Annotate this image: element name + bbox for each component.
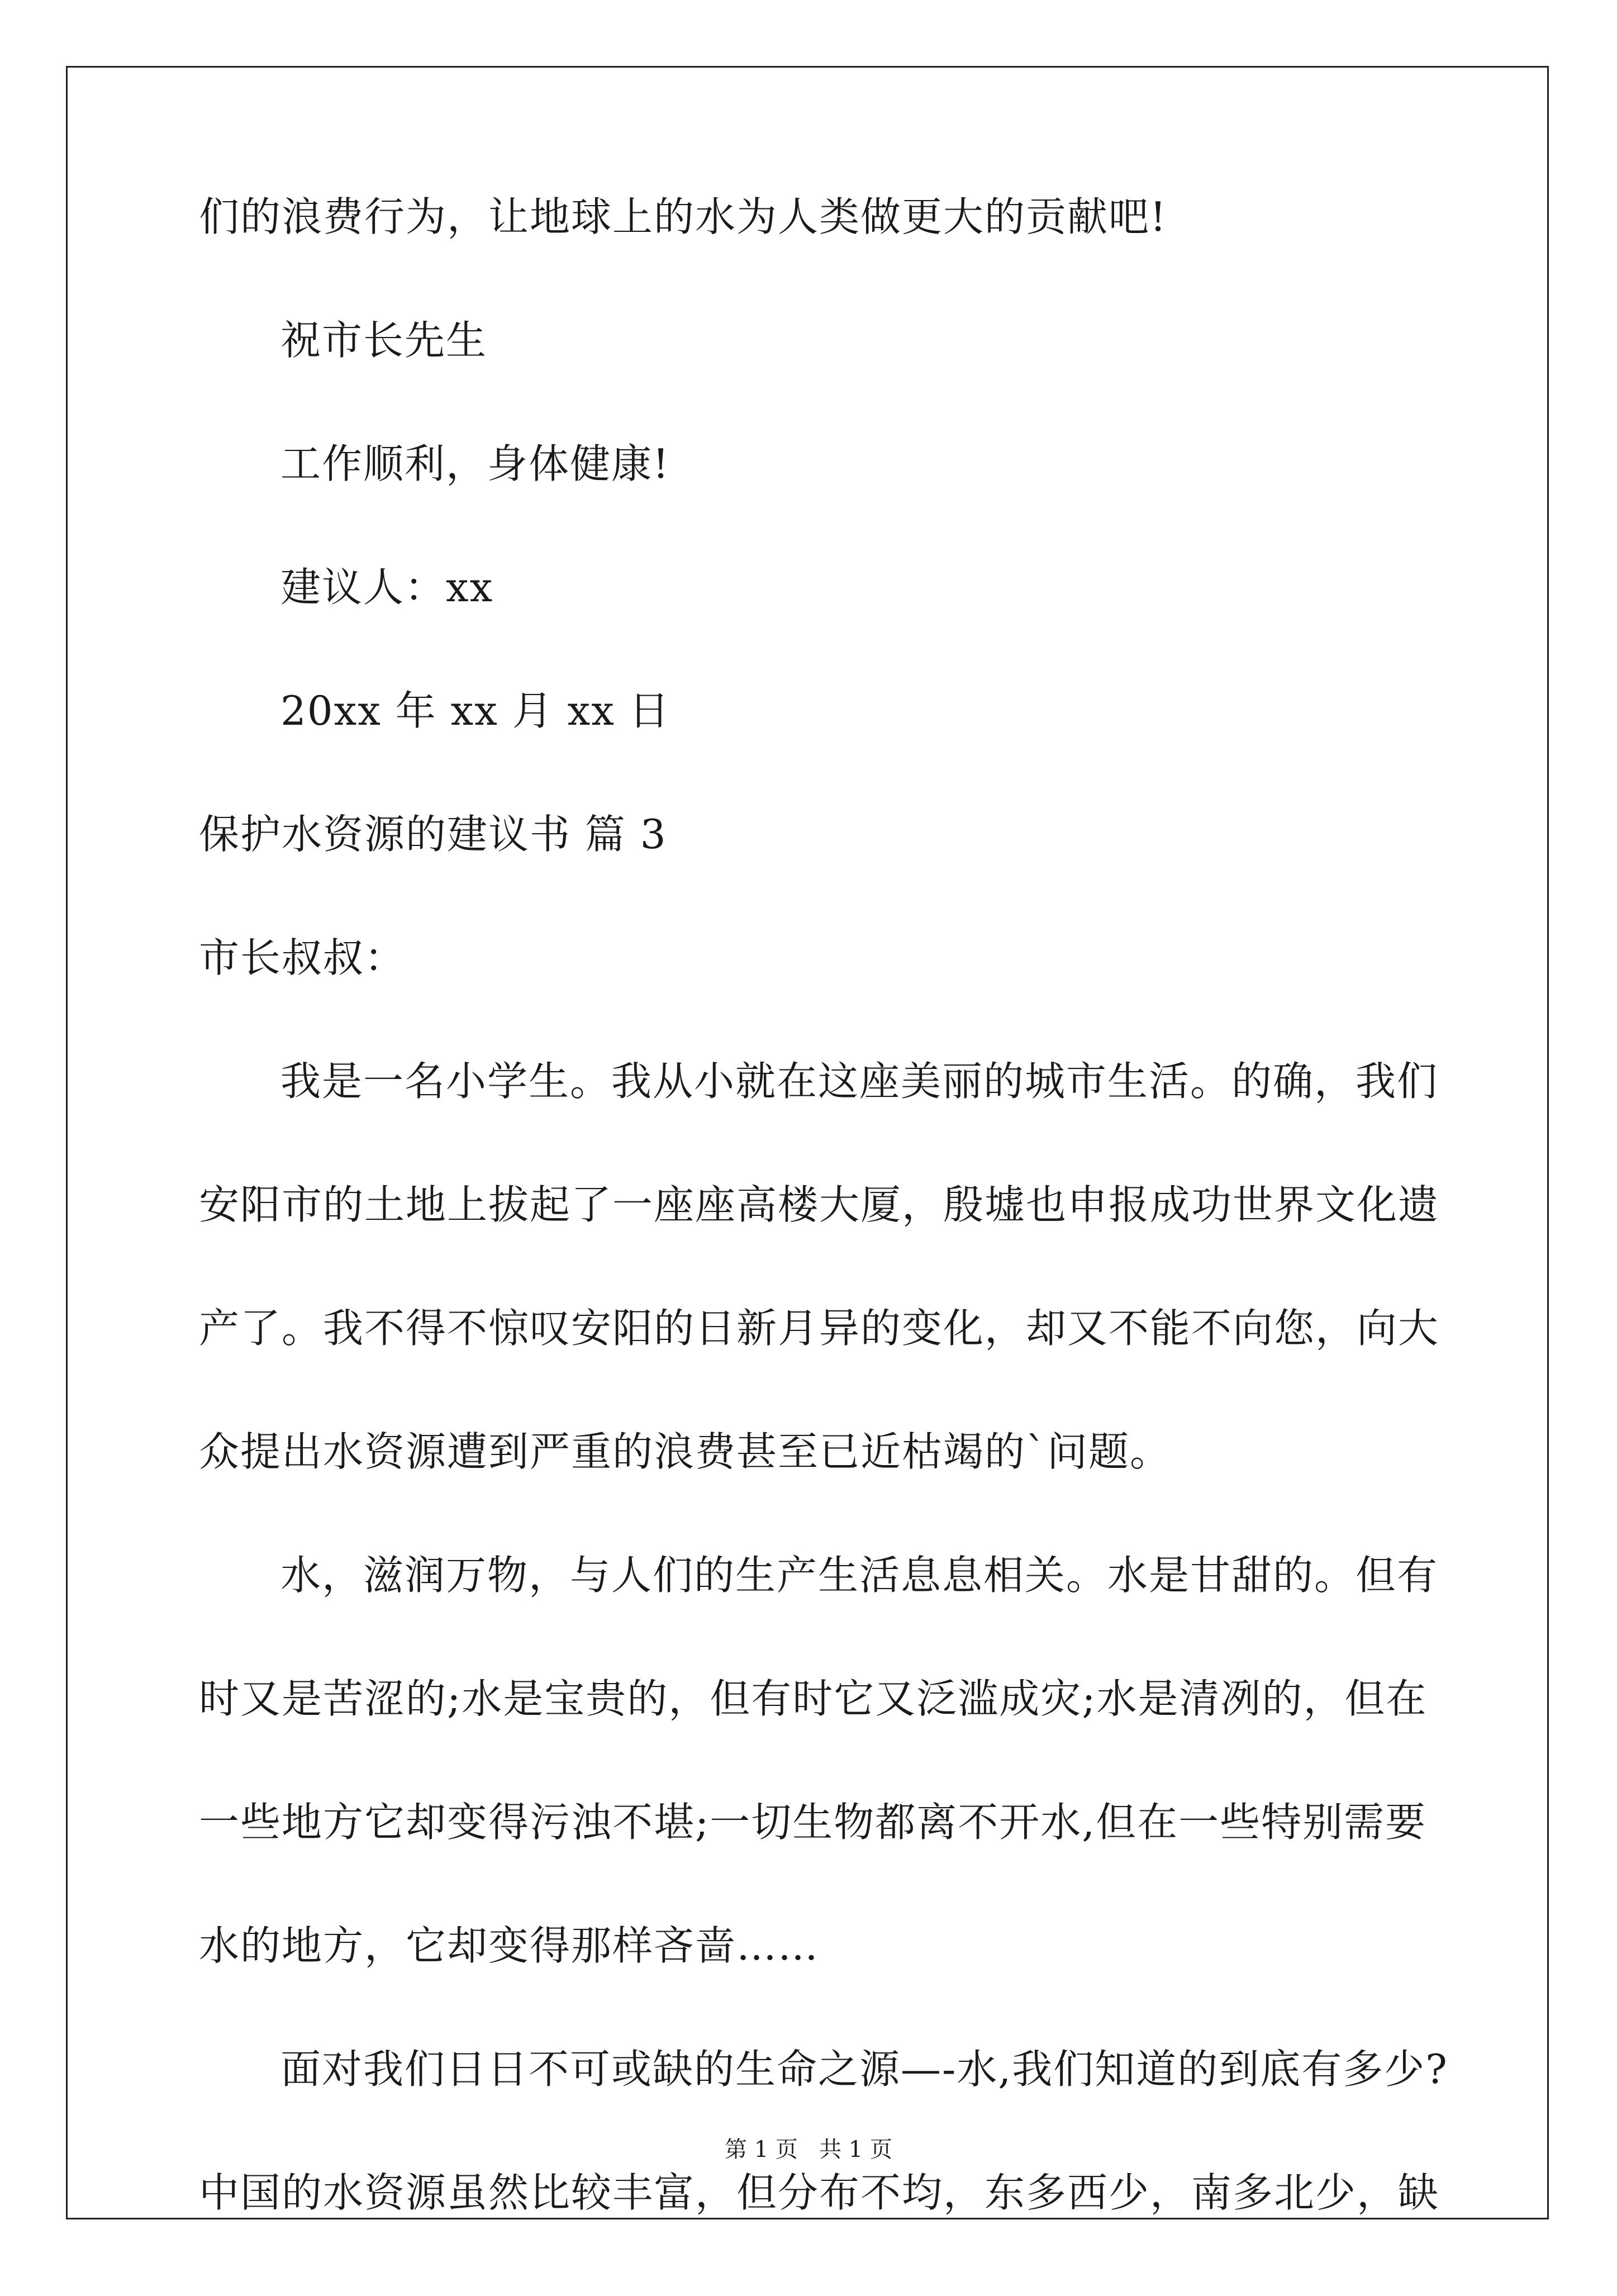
text-line: 安阳市的土地上拔起了一座座高楼大厦，殷墟也申报成功世界文化遗 <box>199 1181 1440 1228</box>
section-heading: 保护水资源的建议书 篇 3 <box>199 811 667 858</box>
page-footer <box>0 2136 1617 2163</box>
text-line: 中国的水资源虽然比较丰富，但分布不均，东多西少，南多北少，缺 <box>199 2169 1440 2216</box>
text-line: 们的浪费行为，让地球上的水为人类做更大的贡献吧! <box>199 193 1167 240</box>
text-line: 水的地方，它却变得那样吝啬…… <box>199 1922 820 1969</box>
text-line: 时又是苦涩的;水是宝贵的，但有时它又泛滥成灾;水是清冽的，但在 <box>199 1675 1428 1722</box>
text-line: 一些地方它却变得污浊不堪;一切生物都离不开水,但在一些特别需要 <box>199 1799 1427 1846</box>
text-line: 众提出水资源遭到严重的浪费甚至已近枯竭的`问题。 <box>199 1428 1172 1475</box>
date-line: 20xx 年 xx 月 xx 日 <box>280 687 670 734</box>
closing-wish: 工作顺利，身体健康! <box>280 440 670 487</box>
page-number-label: 第 1 页 共 1 页 <box>725 2137 892 2162</box>
text-line: 水，滋润万物，与人们的生产生活息息相关。水是甘甜的。但有 <box>280 1552 1439 1599</box>
document-body <box>199 193 1448 2296</box>
text-line: 我是一名小学生。我从小就在这座美丽的城市生活。的确，我们 <box>280 1058 1439 1105</box>
text-line: 产了。我不得不惊叹安阳的日新月异的变化，却又不能不向您，向大 <box>199 1305 1440 1352</box>
salutation: 市长叔叔： <box>199 934 406 981</box>
text-line: 面对我们日日不可或缺的生命之源—-水,我们知道的到底有多少? <box>280 2046 1448 2093</box>
signature-line: 建议人：xx <box>280 564 494 611</box>
closing-greeting: 祝市长先生 <box>280 317 488 364</box>
